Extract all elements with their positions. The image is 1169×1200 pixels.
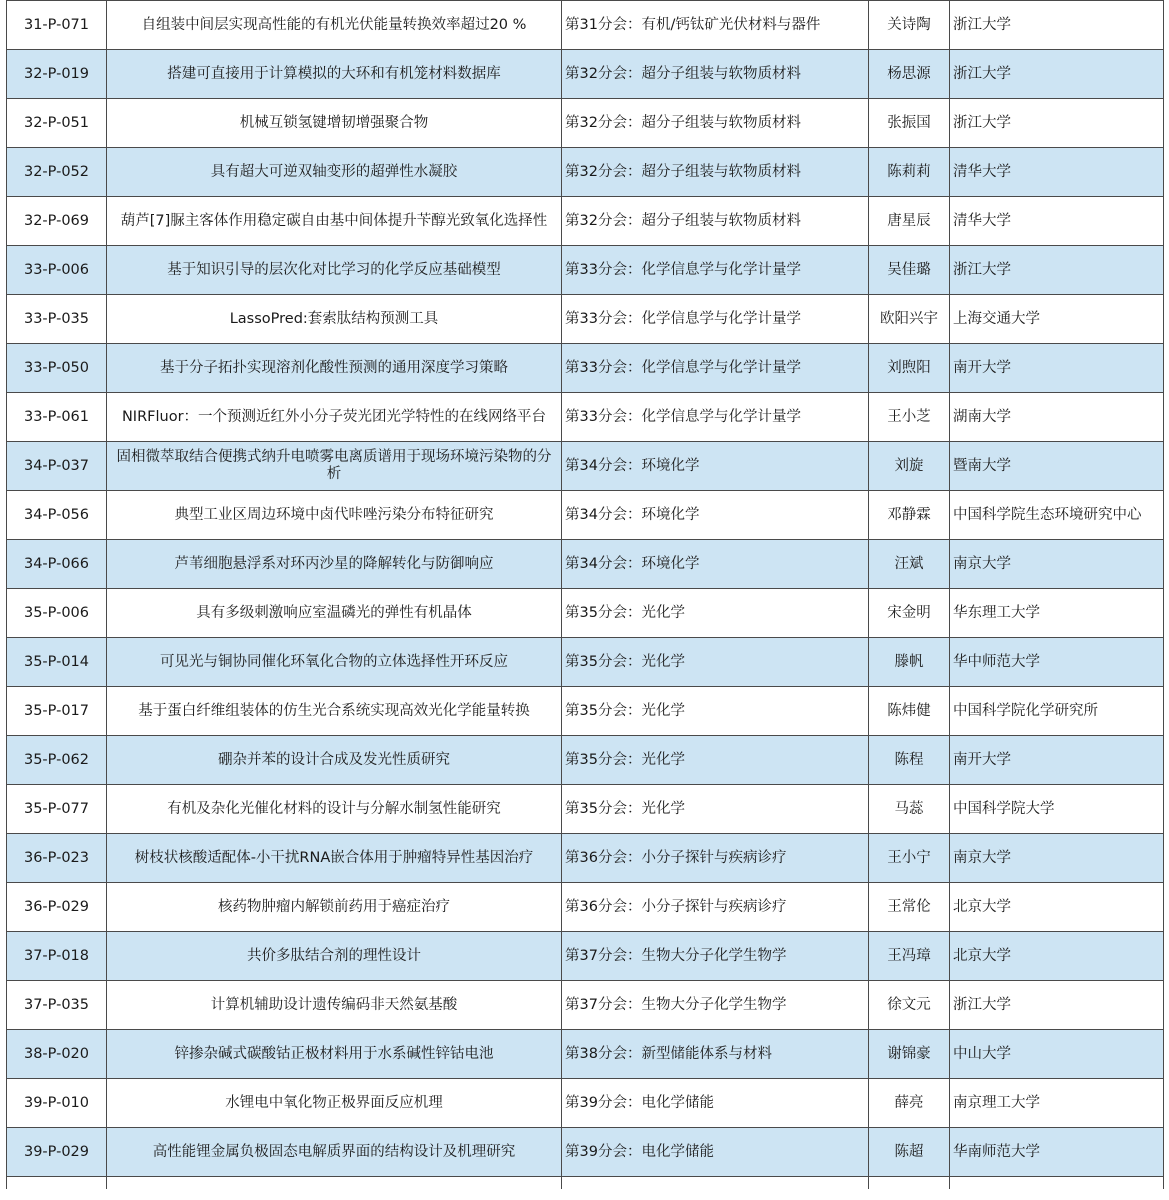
poster-code-cell: 38-P-020 [7, 1030, 107, 1079]
author-name-cell: 陈莉莉 [869, 148, 950, 197]
poster-title-cell: 核药物肿瘤内解锁前药用于癌症治疗 [107, 883, 562, 932]
institution-cell: 南开大学 [950, 344, 1164, 393]
session-cell: 第33分会：化学信息学与化学计量学 [562, 393, 869, 442]
table-row [7, 687, 1164, 736]
author-name-cell: 陈炜健 [869, 687, 950, 736]
session-cell: 第38分会：新型储能体系与材料 [562, 1030, 869, 1079]
poster-code-cell: 37-P-018 [7, 932, 107, 981]
author-name-cell: 刘旋 [869, 442, 950, 491]
table-row [7, 197, 1164, 246]
poster-code-cell [7, 1177, 107, 1190]
institution-cell: 湖南大学 [950, 393, 1164, 442]
poster-code-cell: 33-P-061 [7, 393, 107, 442]
institution-cell: 暨南大学 [950, 442, 1164, 491]
poster-code-cell: 35-P-077 [7, 785, 107, 834]
author-name-cell: 欧阳兴宇 [869, 295, 950, 344]
poster-code-cell: 39-P-010 [7, 1079, 107, 1128]
table-row [7, 295, 1164, 344]
table-body [7, 1, 1164, 1190]
poster-code-cell: 35-P-014 [7, 638, 107, 687]
poster-code-cell: 33-P-050 [7, 344, 107, 393]
poster-title-cell: 计算机辅助设计遗传编码非天然氨基酸 [107, 981, 562, 1030]
poster-award-table [6, 0, 1164, 1189]
table-row [7, 1079, 1164, 1128]
author-name-cell: 宋金明 [869, 589, 950, 638]
author-name-cell: 滕帆 [869, 638, 950, 687]
institution-cell: 北京大学 [950, 883, 1164, 932]
session-cell: 第37分会：生物大分子化学生物学 [562, 981, 869, 1030]
table-row [7, 99, 1164, 148]
poster-title-cell: 有机及杂化光催化材料的设计与分解水制氢性能研究 [107, 785, 562, 834]
poster-title-cell: 自组装中间层实现高性能的有机光伏能量转换效率超过20 % [107, 1, 562, 50]
institution-cell: 清华大学 [950, 197, 1164, 246]
institution-cell: 南开大学 [950, 736, 1164, 785]
institution-cell: 中国科学院生态环境研究中心 [950, 491, 1164, 540]
table-row [7, 981, 1164, 1030]
poster-title-cell: 搭建可直接用于计算模拟的大环和有机笼材料数据库 [107, 50, 562, 99]
author-name-cell: 王冯璋 [869, 932, 950, 981]
poster-code-cell: 33-P-006 [7, 246, 107, 295]
table-row [7, 393, 1164, 442]
poster-title-cell: 基于知识引导的层次化对比学习的化学反应基础模型 [107, 246, 562, 295]
table-row-partial [7, 1177, 1164, 1190]
session-cell: 第32分会：超分子组装与软物质材料 [562, 99, 869, 148]
poster-title-cell: 葫芦[7]脲主客体作用稳定碳自由基中间体提升苄醇光致氧化选择性 [107, 197, 562, 246]
session-cell: 第35分会：光化学 [562, 638, 869, 687]
table-row [7, 148, 1164, 197]
session-cell: 第34分会：环境化学 [562, 540, 869, 589]
poster-code-cell: 37-P-035 [7, 981, 107, 1030]
author-name-cell: 刘煦阳 [869, 344, 950, 393]
author-name-cell: 邓静霖 [869, 491, 950, 540]
table-row [7, 638, 1164, 687]
poster-code-cell: 36-P-023 [7, 834, 107, 883]
session-cell: 第37分会：生物大分子化学生物学 [562, 932, 869, 981]
table-row [7, 50, 1164, 99]
institution-cell: 华中师范大学 [950, 638, 1164, 687]
author-name-cell: 王常伦 [869, 883, 950, 932]
poster-code-cell: 34-P-066 [7, 540, 107, 589]
poster-code-cell: 34-P-056 [7, 491, 107, 540]
table-row [7, 540, 1164, 589]
poster-title-cell: 基于分子拓扑实现溶剂化酸性预测的通用深度学习策略 [107, 344, 562, 393]
poster-title-cell: 高性能锂金属负极固态电解质界面的结构设计及机理研究 [107, 1128, 562, 1177]
poster-title-cell: 具有多级刺激响应室温磷光的弹性有机晶体 [107, 589, 562, 638]
institution-cell: 南京理工大学 [950, 1079, 1164, 1128]
poster-title-cell [107, 1177, 562, 1190]
session-cell: 第34分会：环境化学 [562, 442, 869, 491]
table-row [7, 246, 1164, 295]
poster-title-cell: 典型工业区周边环境中卤代咔唑污染分布特征研究 [107, 491, 562, 540]
session-cell: 第31分会：有机/钙钛矿光伏材料与器件 [562, 1, 869, 50]
author-name-cell: 陈程 [869, 736, 950, 785]
poster-code-cell: 39-P-029 [7, 1128, 107, 1177]
author-name-cell: 薛亮 [869, 1079, 950, 1128]
session-cell: 第35分会：光化学 [562, 785, 869, 834]
table-row [7, 932, 1164, 981]
table-row [7, 1, 1164, 50]
institution-cell: 浙江大学 [950, 50, 1164, 99]
table-row [7, 491, 1164, 540]
session-cell [562, 1177, 869, 1190]
poster-code-cell: 32-P-051 [7, 99, 107, 148]
table-row [7, 883, 1164, 932]
poster-title-cell: LassoPred:套索肽结构预测工具 [107, 295, 562, 344]
institution-cell: 浙江大学 [950, 246, 1164, 295]
session-cell: 第34分会：环境化学 [562, 491, 869, 540]
session-cell: 第32分会：超分子组装与软物质材料 [562, 148, 869, 197]
poster-code-cell: 35-P-006 [7, 589, 107, 638]
institution-cell: 南京大学 [950, 540, 1164, 589]
author-name-cell: 吴佳璐 [869, 246, 950, 295]
institution-cell: 南京大学 [950, 834, 1164, 883]
poster-code-cell: 36-P-029 [7, 883, 107, 932]
institution-cell: 中山大学 [950, 1030, 1164, 1079]
session-cell: 第35分会：光化学 [562, 736, 869, 785]
session-cell: 第39分会：电化学储能 [562, 1128, 869, 1177]
session-cell: 第33分会：化学信息学与化学计量学 [562, 295, 869, 344]
table-row [7, 442, 1164, 491]
author-name-cell: 张振国 [869, 99, 950, 148]
table-row [7, 1128, 1164, 1177]
poster-title-cell: NIRFluor：一个预测近红外小分子荧光团光学特性的在线网络平台 [107, 393, 562, 442]
session-cell: 第35分会：光化学 [562, 687, 869, 736]
author-name-cell: 王小宁 [869, 834, 950, 883]
poster-title-cell: 可见光与铜协同催化环氧化合物的立体选择性开环反应 [107, 638, 562, 687]
poster-code-cell: 32-P-069 [7, 197, 107, 246]
poster-title-cell: 固相微萃取结合便携式纳升电喷雾电离质谱用于现场环境污染物的分析 [107, 442, 562, 491]
poster-title-cell: 树枝状核酸适配体-小干扰RNA嵌合体用于肿瘤特异性基因治疗 [107, 834, 562, 883]
table-row [7, 1030, 1164, 1079]
poster-title-cell: 水锂电中氧化物正极界面反应机理 [107, 1079, 562, 1128]
institution-cell: 浙江大学 [950, 1, 1164, 50]
poster-code-cell: 32-P-052 [7, 148, 107, 197]
poster-code-cell: 35-P-062 [7, 736, 107, 785]
poster-title-cell: 共价多肽结合剂的理性设计 [107, 932, 562, 981]
author-name-cell: 徐文元 [869, 981, 950, 1030]
author-name-cell: 唐星辰 [869, 197, 950, 246]
table-row [7, 344, 1164, 393]
poster-code-cell: 34-P-037 [7, 442, 107, 491]
institution-cell: 浙江大学 [950, 981, 1164, 1030]
session-cell: 第39分会：电化学储能 [562, 1079, 869, 1128]
institution-cell: 华南师范大学 [950, 1128, 1164, 1177]
session-cell: 第35分会：光化学 [562, 589, 869, 638]
author-name-cell: 马蕊 [869, 785, 950, 834]
poster-title-cell: 基于蛋白纤维组装体的仿生光合系统实现高效光化学能量转换 [107, 687, 562, 736]
poster-title-cell: 芦苇细胞悬浮系对环丙沙星的降解转化与防御响应 [107, 540, 562, 589]
poster-title-cell: 锌掺杂碱式碳酸钴正极材料用于水系碱性锌钴电池 [107, 1030, 562, 1079]
poster-code-cell: 33-P-035 [7, 295, 107, 344]
author-name-cell: 谢锦豪 [869, 1030, 950, 1079]
table-row [7, 785, 1164, 834]
author-name-cell: 王小芝 [869, 393, 950, 442]
session-cell: 第36分会：小分子探针与疾病诊疗 [562, 834, 869, 883]
author-name-cell: 杨思源 [869, 50, 950, 99]
poster-title-cell: 硼杂并苯的设计合成及发光性质研究 [107, 736, 562, 785]
poster-code-cell: 35-P-017 [7, 687, 107, 736]
author-name-cell [869, 1177, 950, 1190]
table-row [7, 834, 1164, 883]
poster-code-cell: 32-P-019 [7, 50, 107, 99]
institution-cell: 华东理工大学 [950, 589, 1164, 638]
institution-cell: 中国科学院大学 [950, 785, 1164, 834]
session-cell: 第33分会：化学信息学与化学计量学 [562, 246, 869, 295]
poster-code-cell: 31-P-071 [7, 1, 107, 50]
poster-title-cell: 具有超大可逆双轴变形的超弹性水凝胶 [107, 148, 562, 197]
table-row [7, 589, 1164, 638]
session-cell: 第32分会：超分子组装与软物质材料 [562, 197, 869, 246]
institution-cell [950, 1177, 1164, 1190]
author-name-cell: 关诗陶 [869, 1, 950, 50]
session-cell: 第36分会：小分子探针与疾病诊疗 [562, 883, 869, 932]
session-cell: 第32分会：超分子组装与软物质材料 [562, 50, 869, 99]
author-name-cell: 陈超 [869, 1128, 950, 1177]
institution-cell: 浙江大学 [950, 99, 1164, 148]
session-cell: 第33分会：化学信息学与化学计量学 [562, 344, 869, 393]
institution-cell: 清华大学 [950, 148, 1164, 197]
author-name-cell: 汪斌 [869, 540, 950, 589]
table-row [7, 736, 1164, 785]
institution-cell: 北京大学 [950, 932, 1164, 981]
institution-cell: 上海交通大学 [950, 295, 1164, 344]
poster-title-cell: 机械互锁氢键增韧增强聚合物 [107, 99, 562, 148]
institution-cell: 中国科学院化学研究所 [950, 687, 1164, 736]
